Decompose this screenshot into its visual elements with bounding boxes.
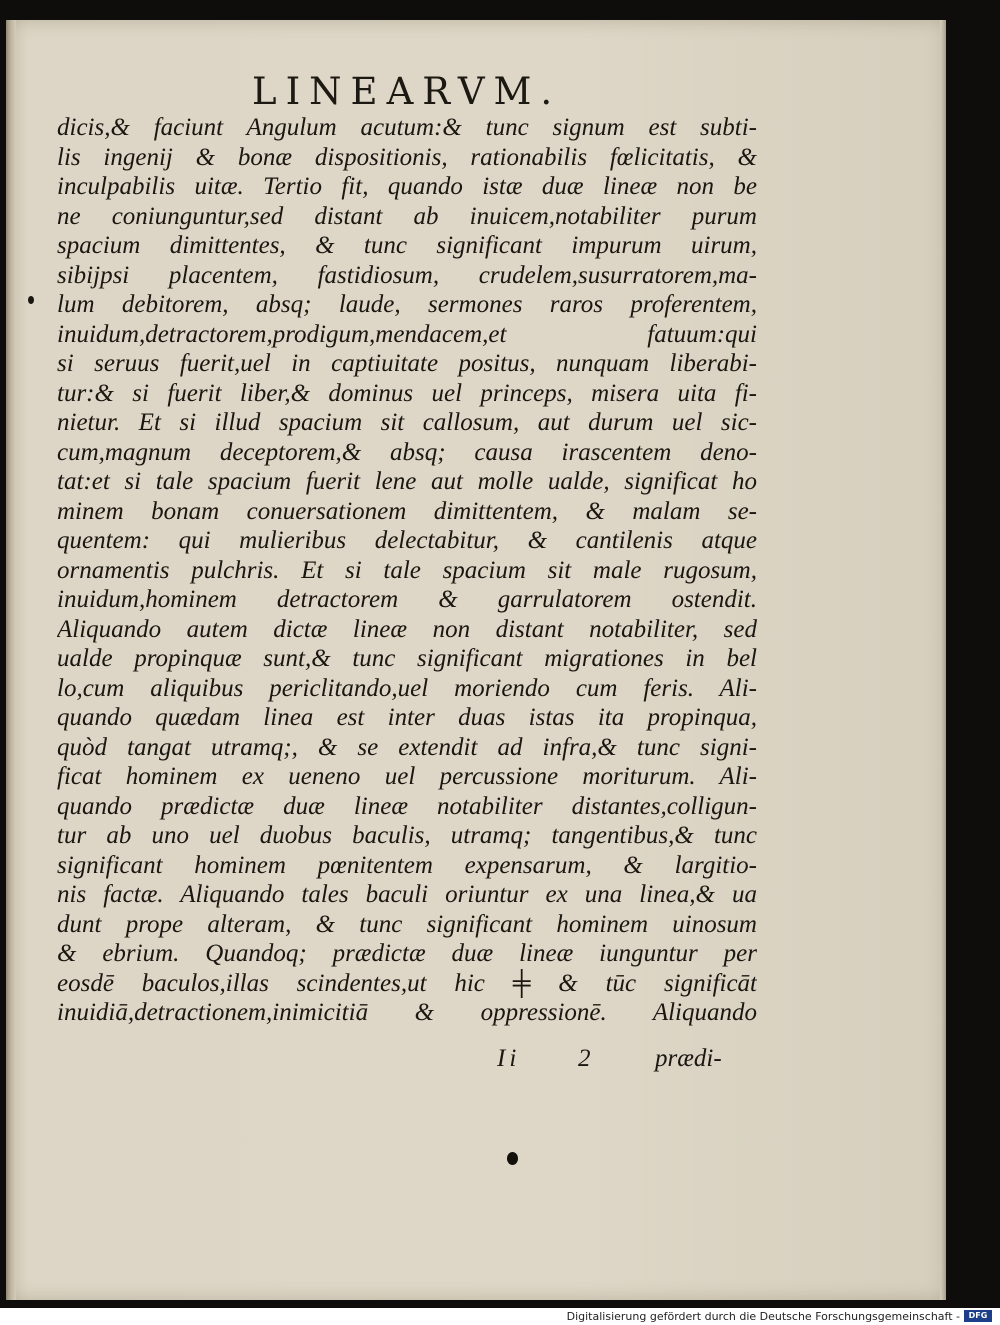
dfg-logo: DFG [964, 1310, 992, 1322]
margin-ink-mark [28, 296, 34, 304]
catchword: prædi- [655, 1045, 722, 1072]
text-line: Aliquando autem dictæ lineæ non distant notabiliter, sed [57, 615, 757, 643]
text-line: ornamentis pulchris. Et si tale spacium sit male rugosum, [57, 556, 757, 584]
text-line: lo,cum aliquibus periclitando,uel moriendo cum feris. Ali- [57, 674, 757, 702]
text-line: ualde propinquæ sunt,& tunc significant migrationes in bel [57, 645, 757, 672]
text-line: significant hominem pœnitentem expensarum, & largitio- [57, 851, 757, 879]
page-gutter-shadow [6, 20, 16, 1300]
text-line: quando prædictæ duæ lineæ notabiliter distantes,colligun- [57, 792, 757, 820]
text-line: dunt prope alteram, & tunc significant hominem uinosum [57, 910, 757, 938]
text-line: nietur. Et si illud spacium sit callosum, aut durum uel sic- [57, 409, 757, 436]
text-line: nis factæ. Aliquando tales baculi oriuntur ex una linea,& ua [57, 881, 757, 908]
running-head: LINEARVM. [252, 70, 562, 113]
text-line: inculpabilis uitæ. Tertio fit, quando istæ duæ lineæ non be [57, 173, 757, 200]
text-line: dicis,& faciunt Angulum acutum:& tunc signum est subti- [57, 114, 757, 141]
text-line: si seruus fuerit,uel in captiuitate positus, nunquam liberabi- [57, 350, 757, 377]
footer-bar [0, 1308, 1000, 1325]
text-line: cum,magnum deceptorem,& absq; causa irascentem deno- [57, 438, 757, 466]
text-line: lum debitorem, absq; laude, sermones raros proferentem, [57, 291, 757, 318]
text-line: lis ingenij & bonæ dispositionis, rationabilis fœlicitatis, & [57, 143, 757, 171]
text-line: ne coniunguntur,sed distant ab inuicem,notabiliter purum [57, 202, 757, 230]
text-line: quando quædam linea est inter duas istas ita propinqua, [57, 704, 757, 731]
text-line: minem bonam conuersationem dimittentem, & malam se- [57, 497, 757, 525]
text-line: inuidiā,detractionem,inimicitiā & oppressionē. Aliquando [57, 999, 757, 1026]
ink-dot [507, 1152, 518, 1165]
text-line: tat:et si tale spacium fuerit lene aut molle ualde, significat ho [57, 468, 757, 495]
text-line: quentem: qui mulieribus delectabitur, & cantilenis atque [57, 527, 757, 554]
page-edge-shadow [940, 20, 946, 1300]
funding-notice: Digitalisierung gefördert durch die Deutsche Forschungsgemeinschaft - [566, 1310, 960, 1323]
signature-number: 2 [578, 1045, 591, 1072]
text-line: tur ab uno uel duobus baculis, utramq; tangentibus,& tunc [57, 822, 757, 849]
text-line: ficat hominem ex ueneno uel percussione moriturum. Ali- [57, 763, 757, 790]
text-line: sibijpsi placentem, fastidiosum, crudelem,susurratorem,ma- [57, 261, 757, 289]
text-line: inuidum,detractorem,prodigum,mendacem,et fatuum:qui [57, 320, 757, 348]
text-line: tur:& si fuerit liber,& dominus uel princeps, misera uita fi- [57, 379, 757, 407]
text-line: eosdē baculos,illas scindentes,ut hic ╪ & tūc significāt [57, 969, 757, 997]
text-line: quòd tangat utramq;, & se extendit ad infra,& tunc signi- [57, 733, 757, 761]
text-line: inuidum,hominem detractorem & garrulatorem ostendit. [57, 586, 757, 613]
text-line: & ebrium. Quandoq; prædictæ duæ lineæ iunguntur per [57, 940, 757, 967]
body-text [57, 113, 757, 1028]
text-line: spacium dimittentes, & tunc significant impurum uirum, [57, 232, 757, 259]
signature-mark: Ii [497, 1045, 521, 1072]
